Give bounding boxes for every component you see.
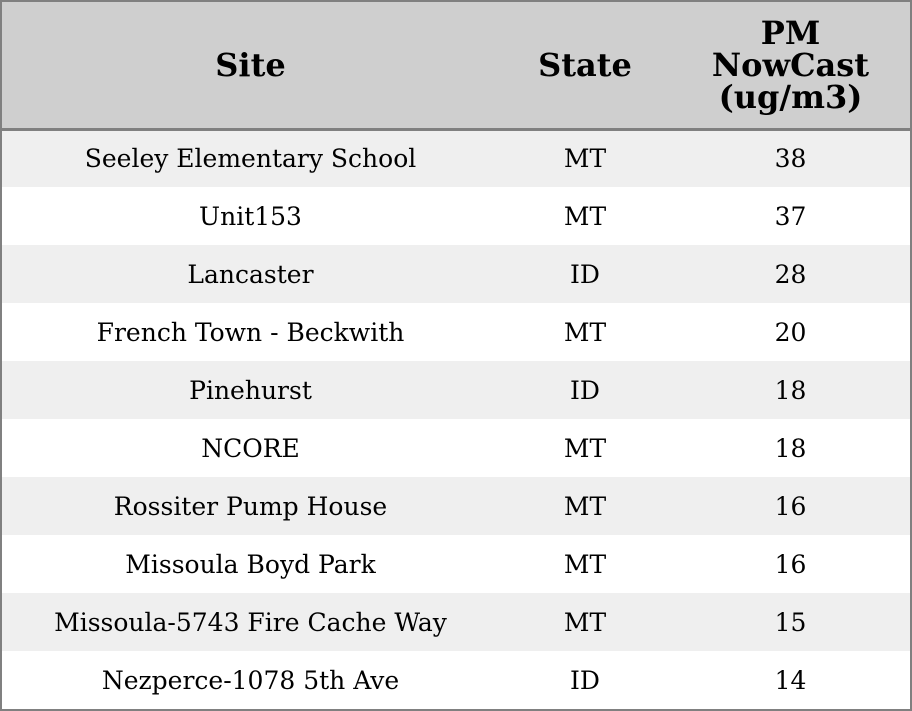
state-cell: ID xyxy=(570,665,600,695)
header-row xyxy=(2,2,910,129)
table-row xyxy=(2,419,910,477)
site-cell: Missoula-5743 Fire Cache Way xyxy=(54,607,447,637)
state-cell: MT xyxy=(563,549,607,579)
table-row xyxy=(2,129,910,187)
table-row xyxy=(2,361,910,419)
pm-nowcast-cell: 38 xyxy=(774,144,807,174)
pm-nowcast-cell: 37 xyxy=(774,201,807,231)
table-row xyxy=(2,477,910,535)
column-header-site: Site xyxy=(2,2,499,129)
state-cell: ID xyxy=(570,375,600,405)
site-cell: French Town - Beckwith xyxy=(96,317,405,347)
site-cell: Nezperce-1078 5th Ave xyxy=(101,665,400,695)
table-row xyxy=(2,245,910,303)
pm-nowcast-cell: 14 xyxy=(774,665,807,695)
site-cell: Missoula Boyd Park xyxy=(125,549,376,579)
pm-nowcast-cell: 16 xyxy=(774,549,807,579)
pm-header-line-3: (ug/m3) xyxy=(718,77,863,116)
site-cell: Rossiter Pump House xyxy=(113,491,388,521)
site-cell: Lancaster xyxy=(187,259,314,289)
site-cell: NCORE xyxy=(201,433,300,463)
pm-header-line-2: NowCast xyxy=(711,45,870,84)
table-row xyxy=(2,303,910,361)
site-cell: Unit153 xyxy=(199,201,302,231)
site-cell: Seeley Elementary School xyxy=(84,144,417,174)
table-row xyxy=(2,535,910,593)
pm-header-line-1: PM xyxy=(760,13,821,52)
data-table xyxy=(2,2,910,709)
table-header xyxy=(2,2,910,129)
state-cell: MT xyxy=(563,433,607,463)
state-cell: MT xyxy=(563,144,607,174)
state-cell: MT xyxy=(563,201,607,231)
state-cell: MT xyxy=(563,491,607,521)
column-header-state: State xyxy=(499,2,671,129)
column-header-pm-nowcast xyxy=(671,2,910,129)
state-cell: ID xyxy=(570,259,600,289)
pm-nowcast-cell: 28 xyxy=(774,259,807,289)
table-body xyxy=(2,129,910,709)
site-cell: Pinehurst xyxy=(189,375,312,405)
state-cell: MT xyxy=(563,317,607,347)
table-row xyxy=(2,187,910,245)
table-row xyxy=(2,651,910,709)
pm-nowcast-cell: 16 xyxy=(774,491,807,521)
pm-nowcast-cell: 18 xyxy=(774,433,807,463)
pm-nowcast-cell: 20 xyxy=(774,317,807,347)
pm-nowcast-cell: 18 xyxy=(774,375,807,405)
table-row xyxy=(2,593,910,651)
state-cell: MT xyxy=(563,607,607,637)
pm-nowcast-cell: 15 xyxy=(774,607,807,637)
